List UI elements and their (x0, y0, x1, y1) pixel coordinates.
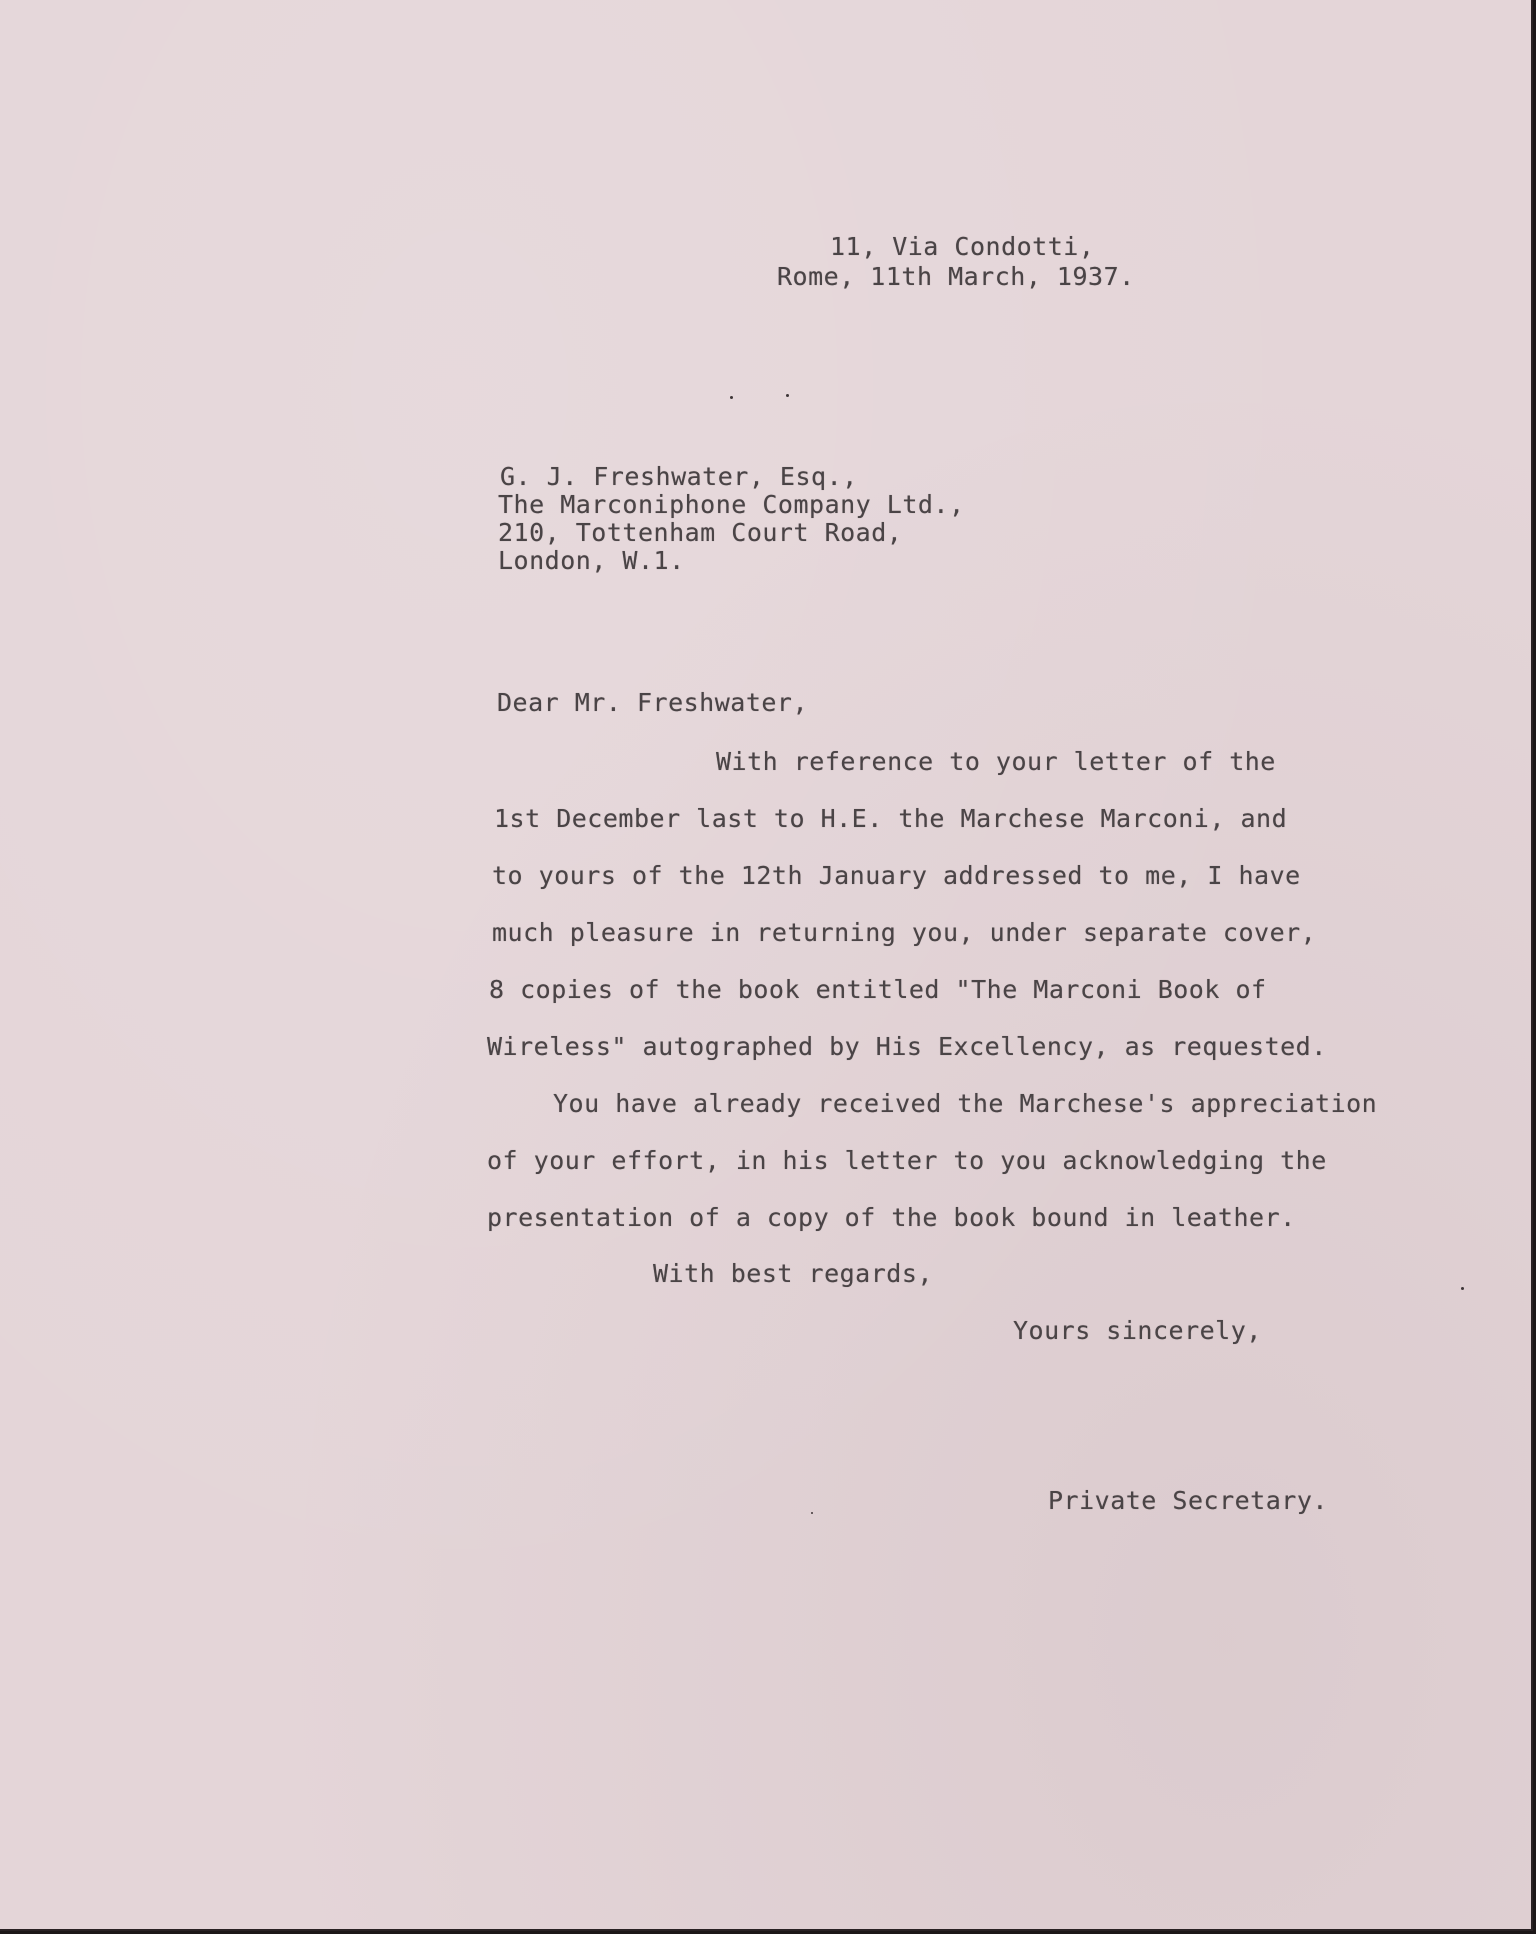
salutation: Dear Mr. Freshwater, (497, 688, 809, 717)
body-line: of your effort, in his letter to you acknowledging the (487, 1146, 1327, 1175)
sender-street: 11, Via Condotti, (830, 232, 1095, 261)
sender-city-date: Rome, 11th March, 1937. (777, 262, 1135, 291)
body-line: presentation of a copy of the book bound in leather. (487, 1203, 1296, 1232)
closing: With best regards, (653, 1259, 933, 1288)
paper-speck (786, 394, 789, 397)
sign-off: Yours sincerely, (1013, 1316, 1262, 1345)
signatory-title: Private Secretary. (1048, 1486, 1328, 1515)
body-line: to yours of the 12th January addressed to me, I have (492, 861, 1301, 890)
recipient-company: The Marconiphone Company Ltd., (498, 490, 965, 519)
recipient-city: London, W.1. (498, 546, 685, 575)
body-line: 1st December last to H.E. the Marchese Marconi, and (494, 804, 1288, 833)
body-line: With reference to your letter of the (716, 747, 1276, 776)
paper-speck (811, 1512, 813, 1514)
body-line: 8 copies of the book entitled "The Marconi Book of (489, 975, 1267, 1004)
paper-speck (1461, 1287, 1464, 1290)
recipient-name: G. J. Freshwater, Esq., (500, 462, 858, 491)
paper-speck (730, 396, 733, 399)
recipient-street: 210, Tottenham Court Road, (498, 518, 903, 547)
body-line: Wireless" autographed by His Excellency, as requested. (487, 1032, 1327, 1061)
body-line: You have already received the Marchese's appreciation (553, 1089, 1378, 1118)
body-line: much pleasure in returning you, under separate cover, (492, 918, 1317, 947)
